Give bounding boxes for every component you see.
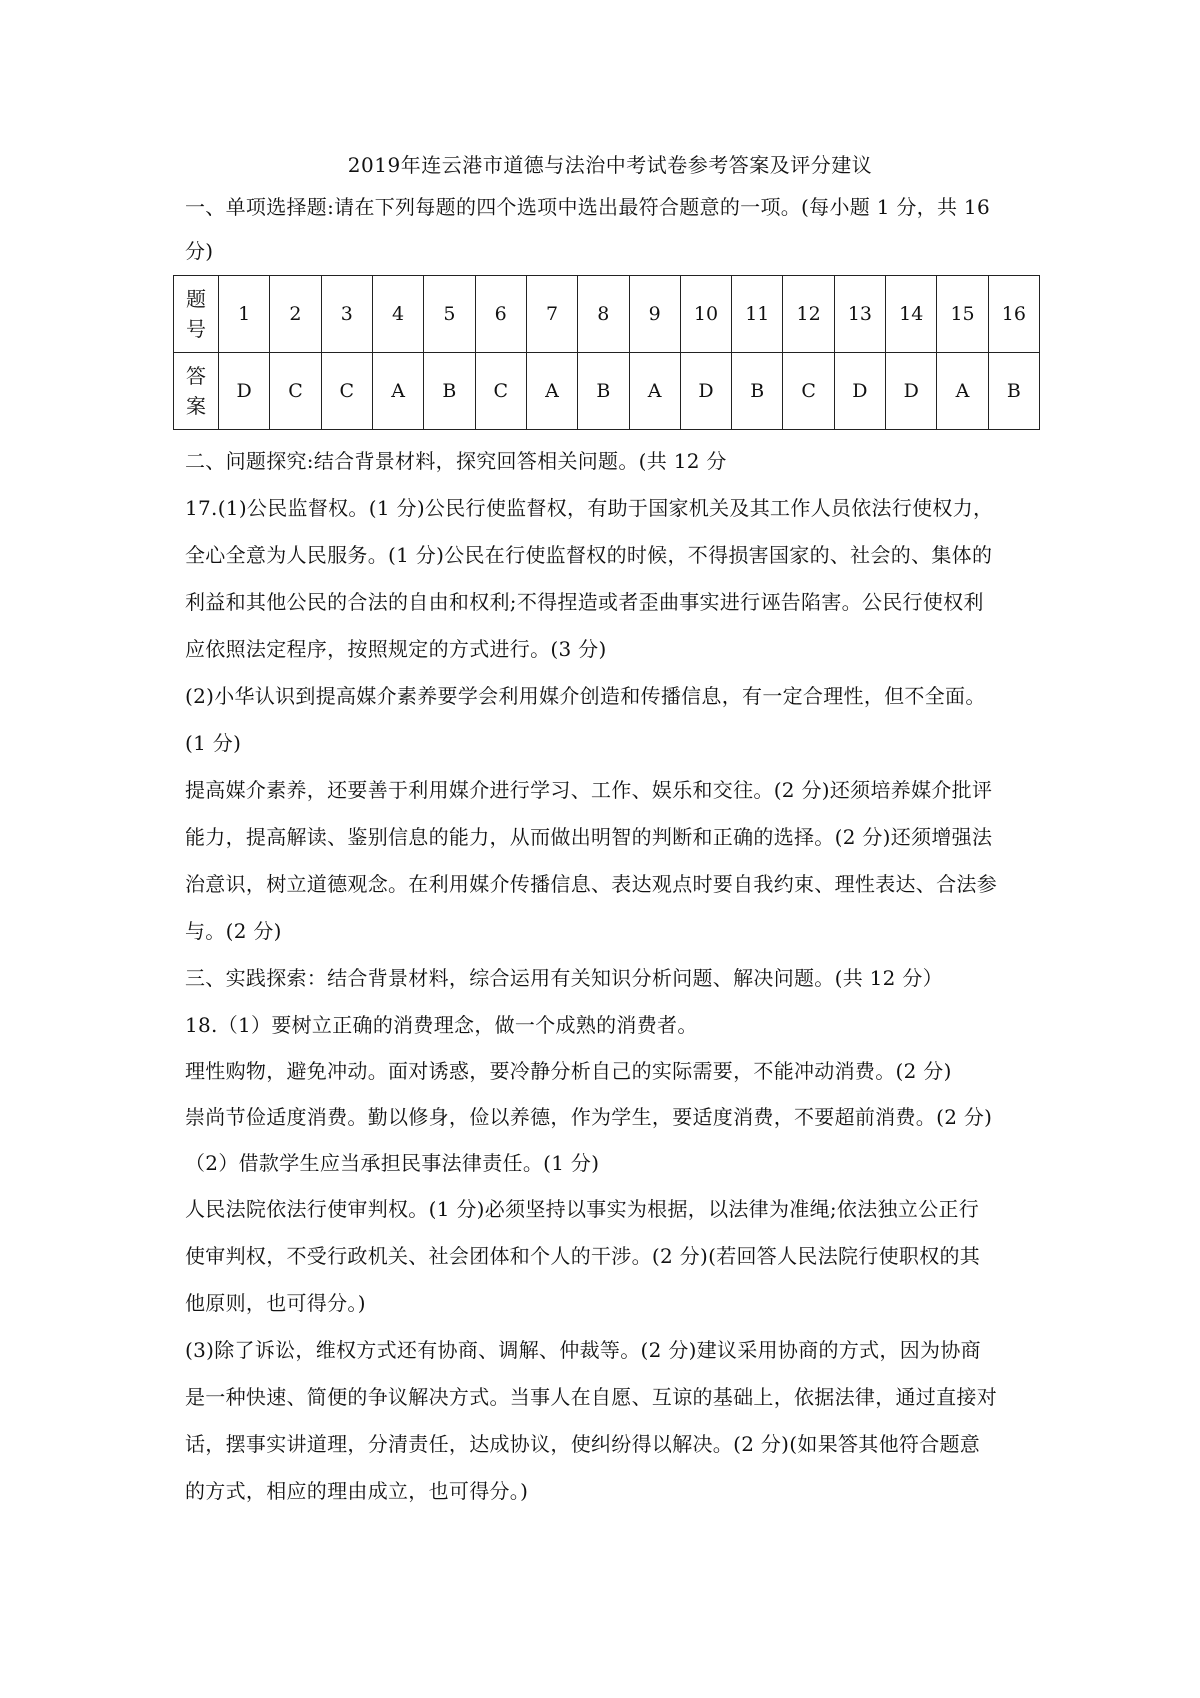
question-number-cell: 14 <box>886 276 937 353</box>
answer-cell: D <box>219 353 270 430</box>
question-number-cell: 8 <box>578 276 629 353</box>
section3-line: 人民法院依法行使审判权。(1 分)必须坚持以事实为根据，以法律为准绳;依法独立公正行 <box>185 1197 980 1221</box>
answer-cell: B <box>732 353 783 430</box>
question-number-cell: 2 <box>270 276 321 353</box>
section3-line: 他原则，也可得分。) <box>185 1291 366 1315</box>
section1-heading: 一、单项选择题:请在下列每题的四个选项中选出最符合题意的一项。(每小题 1 分，共 16 <box>185 195 990 219</box>
section2-line: 提高媒介素养，还要善于利用媒介进行学习、工作、娱乐和交往。(2 分)还须培养媒介批评 <box>185 778 993 802</box>
section2-line: 全心全意为人民服务。(1 分)公民在行使监督权的时候，不得损害国家的、社会的、集体的 <box>185 543 993 567</box>
section3-line: 是一种快速、简便的争议解决方式。当事人在自愿、互谅的基础上，依据法律，通过直接对 <box>185 1385 997 1409</box>
answer-cell: A <box>937 353 988 430</box>
question-number-cell: 9 <box>629 276 680 353</box>
section3-line: 理性购物，避免冲动。面对诱惑，要冷静分析自己的实际需要，不能冲动消费。(2 分) <box>185 1059 952 1083</box>
section3-line: (3)除了诉讼，维权方式还有协商、调解、仲裁等。(2 分)建议采用协商的方式，因为协商 <box>185 1338 981 1362</box>
answer-table-row-numbers <box>174 276 1040 353</box>
question-number-cell: 3 <box>321 276 372 353</box>
section3-line: 崇尚节俭适度消费。勤以修身，俭以养德，作为学生，要适度消费，不要超前消费。(2 分) <box>185 1105 993 1129</box>
section3-line: 话，摆事实讲道理，分清责任，达成协议，使纠纷得以解决。(2 分)(如果答其他符合题意 <box>185 1432 981 1456</box>
answer-cell: B <box>578 353 629 430</box>
row-header-answer: 答 案 <box>174 353 219 430</box>
question-number-cell: 4 <box>372 276 423 353</box>
answer-cell: A <box>372 353 423 430</box>
section3-line: 的方式，相应的理由成立，也可得分。) <box>185 1479 529 1503</box>
section3-heading: 三、实践探索：结合背景材料，综合运用有关知识分析问题、解决问题。(共 12 分） <box>185 966 943 990</box>
question-number-cell: 15 <box>937 276 988 353</box>
answer-cell: B <box>988 353 1039 430</box>
section3-line: （2）借款学生应当承担民事法律责任。(1 分) <box>185 1151 600 1175</box>
question-number-cell: 1 <box>219 276 270 353</box>
section2-heading: 二、问题探究:结合背景材料，探究回答相关问题。(共 12 分 <box>185 449 727 473</box>
question-number-cell: 7 <box>526 276 577 353</box>
section3-line: 使审判权，不受行政机关、社会团体和个人的干涉。(2 分)(若回答人民法院行使职权的其 <box>185 1244 981 1268</box>
question-number-cell: 12 <box>783 276 834 353</box>
answer-cell: A <box>629 353 680 430</box>
question-number-cell: 11 <box>732 276 783 353</box>
answer-cell: B <box>424 353 475 430</box>
section1-heading-cont: 分) <box>185 239 214 263</box>
answer-cell: C <box>783 353 834 430</box>
section2-line: 能力，提高解读、鉴别信息的能力，从而做出明智的判断和正确的选择。(2 分)还须增强法 <box>185 825 993 849</box>
answer-table <box>173 275 1040 430</box>
question-number-cell: 13 <box>834 276 885 353</box>
section2-line: 应依照法定程序，按照规定的方式进行。(3 分) <box>185 637 607 661</box>
section2-line: (2)小华认识到提高媒介素养要学会利用媒介创造和传播信息，有一定合理性，但不全面。 <box>185 684 986 708</box>
section3-line: 18.（1）要树立正确的消费理念，做一个成熟的消费者。 <box>185 1013 698 1037</box>
question-number-cell: 16 <box>988 276 1039 353</box>
page-title: 2019年连云港市道德与法治中考试卷参考答案及评分建议 <box>347 153 873 177</box>
row-header-question-number: 题 号 <box>174 276 219 353</box>
answer-table-row-answers <box>174 353 1040 430</box>
section2-line: 治意识，树立道德观念。在利用媒介传播信息、表达观点时要自我约束、理性表达、合法参 <box>185 872 997 896</box>
section2-line: 与。(2 分) <box>185 919 282 943</box>
answer-cell: C <box>321 353 372 430</box>
answer-cell: D <box>680 353 731 430</box>
question-number-cell: 10 <box>680 276 731 353</box>
answer-cell: C <box>270 353 321 430</box>
question-number-cell: 5 <box>424 276 475 353</box>
question-number-cell: 6 <box>475 276 526 353</box>
answer-cell: D <box>834 353 885 430</box>
document-page <box>185 150 1035 1515</box>
section2-line: 17.(1)公民监督权。(1 分)公民行使监督权，有助于国家机关及其工作人员依法行使权力， <box>185 496 994 520</box>
section2-line: (1 分) <box>185 731 242 755</box>
answer-cell: C <box>475 353 526 430</box>
answer-cell: A <box>526 353 577 430</box>
answer-cell: D <box>886 353 937 430</box>
section2-line: 利益和其他公民的合法的自由和权利;不得捏造或者歪曲事实进行诬告陷害。公民行使权利 <box>185 590 984 614</box>
